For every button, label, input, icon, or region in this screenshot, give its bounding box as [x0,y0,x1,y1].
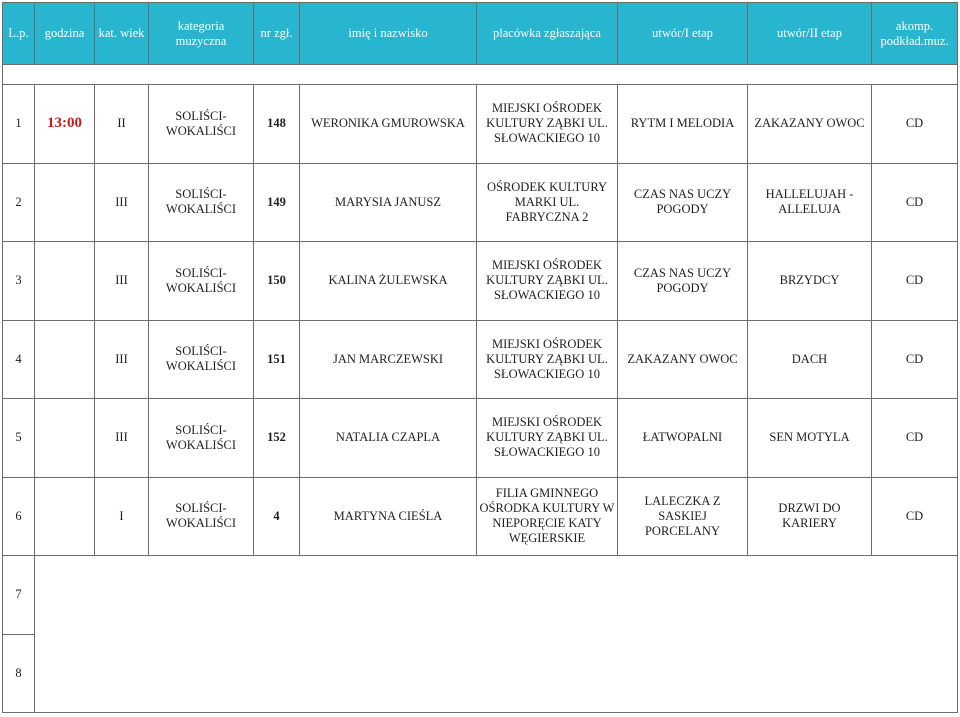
cell-song-1: CZAS NAS UCZY POGODY [618,163,748,241]
header-utwor-2: utwór/II etap [748,3,872,65]
cell-song-1: CZAS NAS UCZY POGODY [618,242,748,320]
header-imie-nazwisko: imię i nazwisko [300,3,477,65]
cell-nr: 148 [254,85,300,163]
cell-kat: III [95,242,149,320]
cell-song-2: HALLELUJAH - ALLELUJA [748,163,872,241]
cell-name: JAN MARCZEWSKI [300,320,477,398]
cell-kat: III [95,163,149,241]
cell-institution: FILIA GMINNEGO OŚRODKA KULTURY W NIEPORĘCIE KATY WĘGIERSKIE [477,477,618,555]
cell-lp: 8 [3,634,35,713]
table-row [3,242,958,320]
cell-kat: III [95,320,149,398]
cell-lp: 3 [3,242,35,320]
table-header [3,3,958,65]
table-row [3,320,958,398]
cell-name: KALINA ŻULEWSKA [300,242,477,320]
cell-category: SOLIŚCI-WOKALIŚCI [149,320,254,398]
empty-row-cell [35,634,958,713]
header-kategoria: kategoria muzyczna [149,3,254,65]
cell-category: SOLIŚCI-WOKALIŚCI [149,85,254,163]
cell-time: 13:00 [35,85,95,163]
cell-name: NATALIA CZAPLA [300,399,477,477]
cell-accomp: CD [872,163,958,241]
cell-institution: MIEJSKI OŚRODEK KULTURY ZĄBKI UL. SŁOWACKIEGO 10 [477,242,618,320]
cell-category: SOLIŚCI-WOKALIŚCI [149,163,254,241]
cell-kat: III [95,399,149,477]
cell-nr: 4 [254,477,300,555]
cell-institution: MIEJSKI OŚRODEK KULTURY ZĄBKI UL. SŁOWACKIEGO 10 [477,320,618,398]
cell-time [35,242,95,320]
cell-time [35,163,95,241]
cell-kat: I [95,477,149,555]
cell-category: SOLIŚCI-WOKALIŚCI [149,477,254,555]
cell-nr: 151 [254,320,300,398]
cell-song-2: SEN MOTYLA [748,399,872,477]
empty-row-cell [35,556,958,634]
header-akomp: akomp. podkład.muz. [872,3,958,65]
cell-song-1: LALECZKA Z SASKIEJ PORCELANY [618,477,748,555]
cell-accomp: CD [872,477,958,555]
cell-song-2: ZAKAZANY OWOC [748,85,872,163]
table-row [3,85,958,163]
cell-lp: 1 [3,85,35,163]
cell-name: MARTYNA CIEŚLA [300,477,477,555]
cell-nr: 150 [254,242,300,320]
header-kat-wiek: kat. wiek [95,3,149,65]
cell-category: SOLIŚCI-WOKALIŚCI [149,242,254,320]
cell-kat: II [95,85,149,163]
table-row [3,399,958,477]
cell-song-2: DACH [748,320,872,398]
empty-row [3,634,958,713]
table-body [3,65,958,713]
cell-song-1: ZAKAZANY OWOC [618,320,748,398]
header-godzina: godzina [35,3,95,65]
cell-time [35,399,95,477]
cell-song-1: RYTM I MELODIA [618,85,748,163]
cell-institution: OŚRODEK KULTURY MARKI UL. FABRYCZNA 2 [477,163,618,241]
cell-time [35,320,95,398]
table-row [3,163,958,241]
header-placowka: placówka zgłaszająca [477,3,618,65]
header-gap [3,65,958,85]
empty-row [3,556,958,634]
cell-accomp: CD [872,85,958,163]
cell-nr: 152 [254,399,300,477]
header-row [3,3,958,65]
cell-lp: 5 [3,399,35,477]
cell-song-2: DRZWI DO KARIERY [748,477,872,555]
cell-lp: 2 [3,163,35,241]
cell-song-2: BRZYDCY [748,242,872,320]
cell-lp: 6 [3,477,35,555]
header-utwor-1: utwór/I etap [618,3,748,65]
cell-accomp: CD [872,242,958,320]
cell-name: WERONIKA GMUROWSKA [300,85,477,163]
schedule-table [2,2,958,713]
cell-institution: MIEJSKI OŚRODEK KULTURY ZĄBKI UL. SŁOWACKIEGO 10 [477,399,618,477]
cell-accomp: CD [872,399,958,477]
table-row [3,477,958,555]
cell-name: MARYSIA JANUSZ [300,163,477,241]
cell-lp: 4 [3,320,35,398]
cell-accomp: CD [872,320,958,398]
cell-category: SOLIŚCI-WOKALIŚCI [149,399,254,477]
header-lp: L.p. [3,3,35,65]
cell-nr: 149 [254,163,300,241]
header-nr-zgl: nr zgł. [254,3,300,65]
cell-song-1: ŁATWOPALNI [618,399,748,477]
cell-lp: 7 [3,556,35,634]
cell-institution: MIEJSKI OŚRODEK KULTURY ZĄBKI UL. SŁOWACKIEGO 10 [477,85,618,163]
cell-time [35,477,95,555]
